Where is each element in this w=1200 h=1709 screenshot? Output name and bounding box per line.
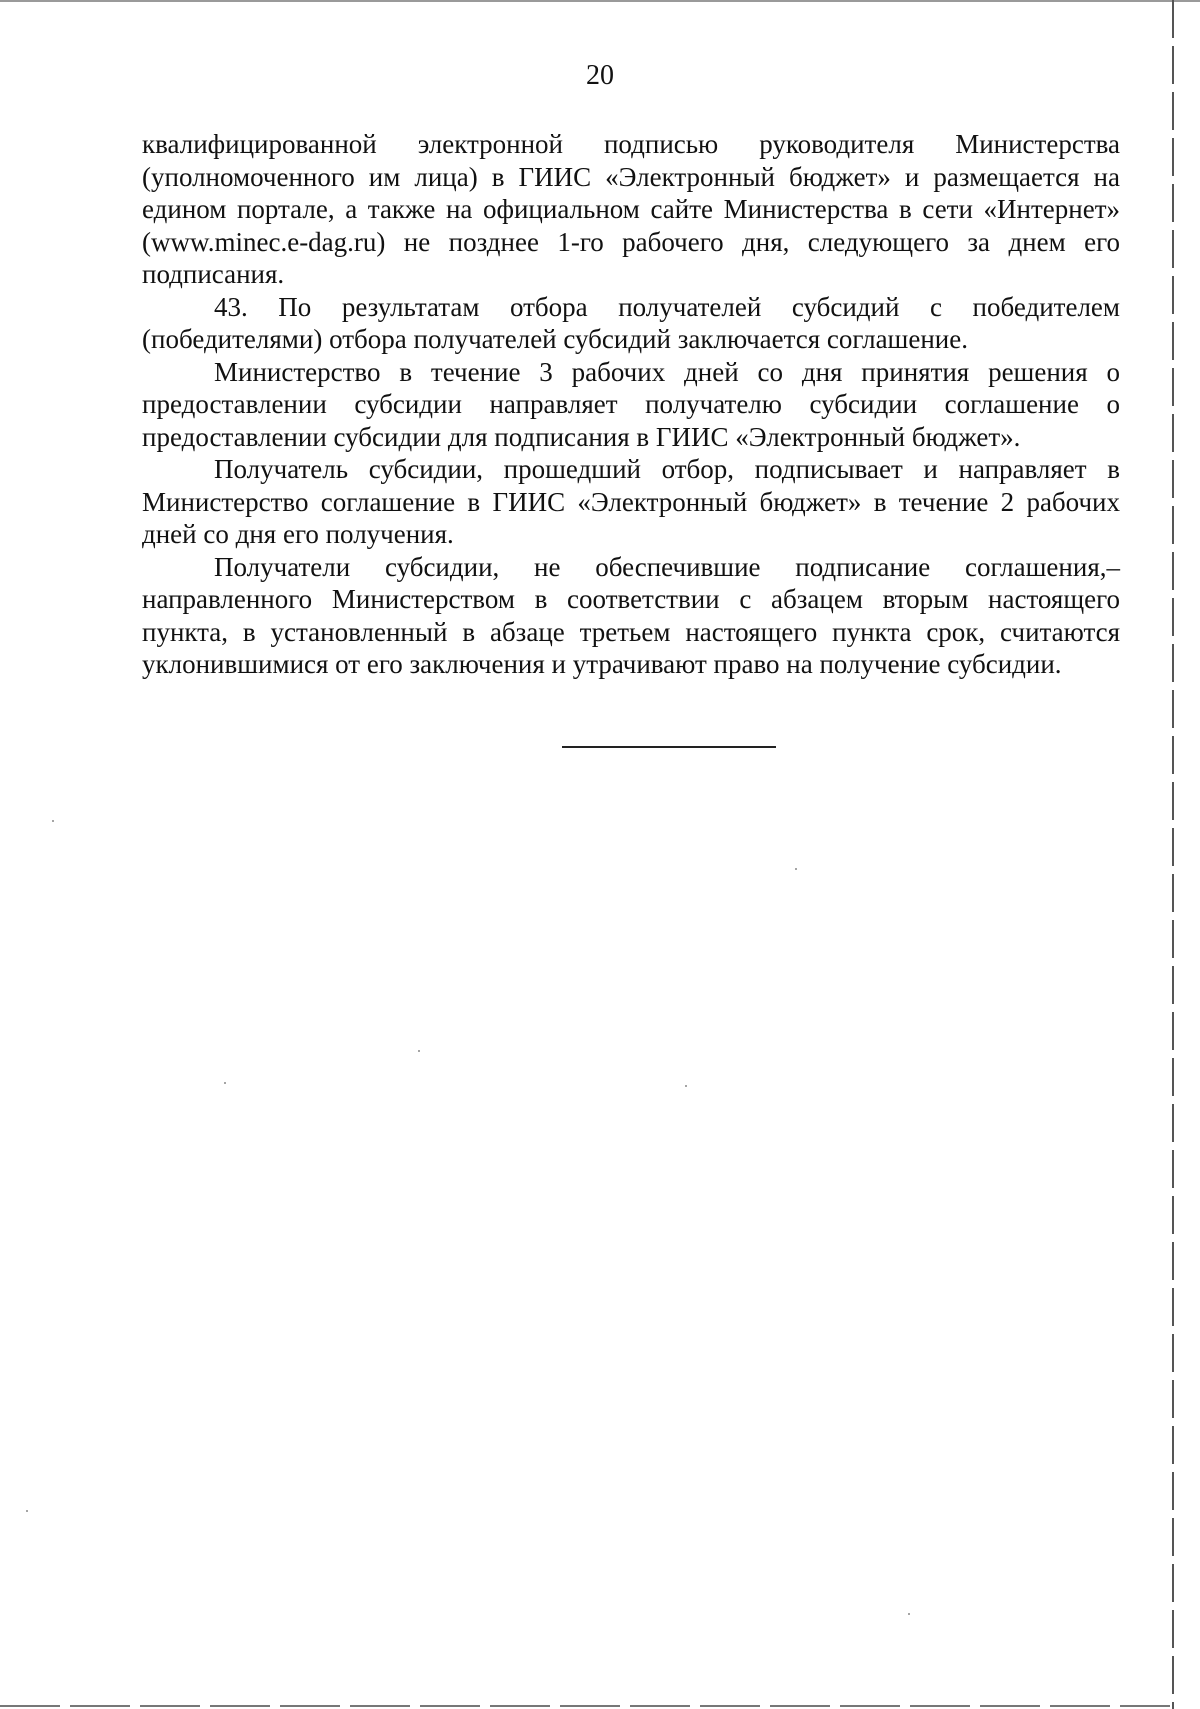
scan-edge-top — [0, 0, 1200, 2]
paragraph-continuation: квалифицированной электронной подписью руководителя Министерства (уполномоченного им лица) в ГИИС «Электронный бюджет» и размещается на едином портале, а также на официальном сайте Министерства в сети «Интернет» (www.minec.e-dag.ru) не позднее 1-го рабочего дня, следующего за днем его подписания. — [142, 129, 1120, 289]
scan-speck — [418, 1050, 420, 1052]
scan-edge-right — [1172, 0, 1174, 1709]
scan-speck — [26, 1510, 28, 1512]
paragraph-ministry-terms: Министерство в течение 3 рабочих дней со дня принятия решения о предоставлении субсидии направляет получателю субсидии соглашение о предоставлении субсидии для подписания в ГИИС «Электронный бюджет». — [142, 356, 1120, 452]
scan-speck — [795, 868, 797, 870]
scan-speck — [908, 1613, 910, 1615]
scan-speck — [224, 1082, 226, 1084]
end-of-text-rule — [562, 746, 776, 748]
scan-speck — [685, 1085, 687, 1087]
paragraph-recipient-signs: Получатель субсидии, прошедший отбор, подписывает и направляет в Министерство соглашение в ГИИС «Электронный бюджет» в течение 2 рабочих дней со дня его получения. — [142, 454, 1120, 549]
scan-speck — [52, 820, 54, 822]
scan-edge-bottom — [0, 1705, 1170, 1707]
paragraph-item-43: 43. По результатам отбора получателей субсидий с победителем (победителями) отбора получателей субсидий заключается соглашение. — [142, 291, 1120, 354]
document-body — [142, 128, 1120, 681]
page-number: 20 — [586, 60, 614, 91]
paragraph-recipient-evades: Получатели субсидии, не обеспечившие подписание соглашения,– направленного Министерством в соответствии с абзацем вторым настоящего пункта, в установленный в абзаце третьем настоящего пункта срок, считаются уклонившимися от его заключения и утрачивают право на получение субсидии. — [142, 551, 1120, 679]
